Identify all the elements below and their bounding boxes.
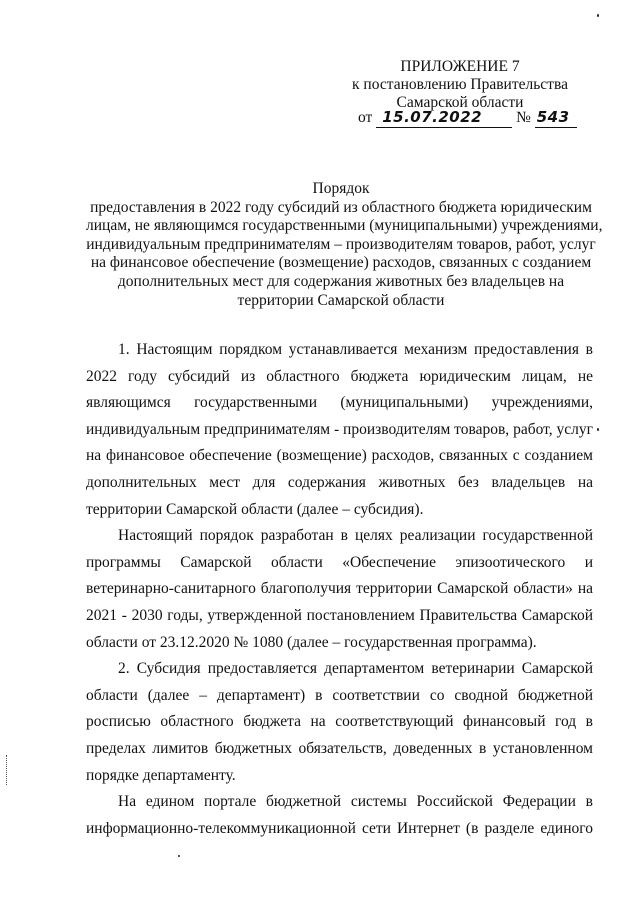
appendix-title: ПРИЛОЖЕНИЕ 7	[400, 58, 520, 75]
number-prefix: №	[516, 109, 531, 126]
text-line: области (далее – департамент) в соответствии со сводной бюджетной	[86, 686, 593, 704]
text-line: 2021 - 2030 годы, утвержденной постановлением Правительства Самарской	[86, 606, 593, 624]
scan-speck	[597, 428, 599, 431]
text-line: являющимся государственными (муниципальными) учреждениями,	[86, 394, 593, 412]
title-line: территории Самарской области	[237, 291, 445, 309]
title-line: предоставления в 2022 году субсидий из областного бюджета юридическим	[90, 198, 592, 216]
text-line: программы Самарской области «Обеспечение эпизоотического и	[86, 553, 593, 571]
text-line: территории Самарской области (далее – субсидия).	[86, 500, 424, 518]
text-line: Настоящий порядок разработан в целях реализации государственной	[118, 527, 593, 545]
title-line: индивидуальным предпринимателям – производителям товаров, работ, услуг	[86, 235, 596, 253]
text-line: на финансовое обеспечение (возмещение) расходов, связанных с созданием	[86, 447, 593, 465]
title-heading: Порядок	[312, 180, 370, 197]
text-line: На едином портале бюджетной системы Российской Федерации в	[118, 793, 593, 811]
scan-speck	[178, 855, 180, 857]
date-field	[376, 108, 512, 128]
text-line: ветеринарно-санитарного благополучия территории Самарской области» на	[86, 580, 593, 598]
text-line: 1. Настоящим порядком устанавливается механизм предоставления в	[118, 341, 593, 358]
title-line: на финансовое обеспечение (возмещение) расходов, связанных с созданием	[90, 254, 592, 272]
appendix-header	[340, 58, 580, 112]
text-line: дополнительных мест для содержания животных без владельцев на	[86, 473, 593, 491]
number-field	[535, 108, 577, 128]
title-line: лицам, не являющимся государственными (муниципальными) учреждениями,	[86, 217, 603, 235]
title-line: дополнительных мест для содержания животных без владельцев на	[117, 272, 565, 290]
appendix-region: Самарской области	[396, 94, 524, 111]
text-line: пределах лимитов бюджетных обязательств, доведенных в установленном	[86, 739, 593, 757]
handwritten-date: 15.07.2022	[382, 108, 483, 126]
appendix-subtitle: к постановлению Правительства	[352, 76, 568, 93]
handwritten-number: 543	[536, 108, 570, 126]
text-line: индивидуальным предпринимателям - производителям товаров, работ, услуг	[86, 420, 593, 438]
paragraph-4	[86, 789, 593, 842]
text-line: росписью областного бюджета на соответствующий финансовый год в	[86, 713, 593, 731]
text-line: области от 23.12.2020 № 1080 (далее – государственная программа).	[86, 633, 537, 651]
scan-edge-mark	[6, 755, 9, 785]
paragraph-3	[86, 656, 593, 789]
decree-date-number	[358, 108, 577, 128]
date-prefix: от	[358, 109, 373, 126]
text-line: порядке департаменту.	[86, 766, 236, 784]
paragraph-1	[86, 337, 593, 523]
paragraph-2	[86, 523, 593, 656]
scan-speck	[597, 14, 599, 17]
text-line: информационно-телекоммуникационной сети Интернет (в разделе единого	[86, 819, 593, 837]
text-line: 2. Субсидия предоставляется департаментом ветеринарии Самарской	[118, 660, 593, 678]
document-body	[86, 337, 593, 842]
document-title	[86, 180, 603, 310]
text-line: 2022 году субсидий из областного бюджета юридическим лицам, не	[86, 367, 593, 385]
